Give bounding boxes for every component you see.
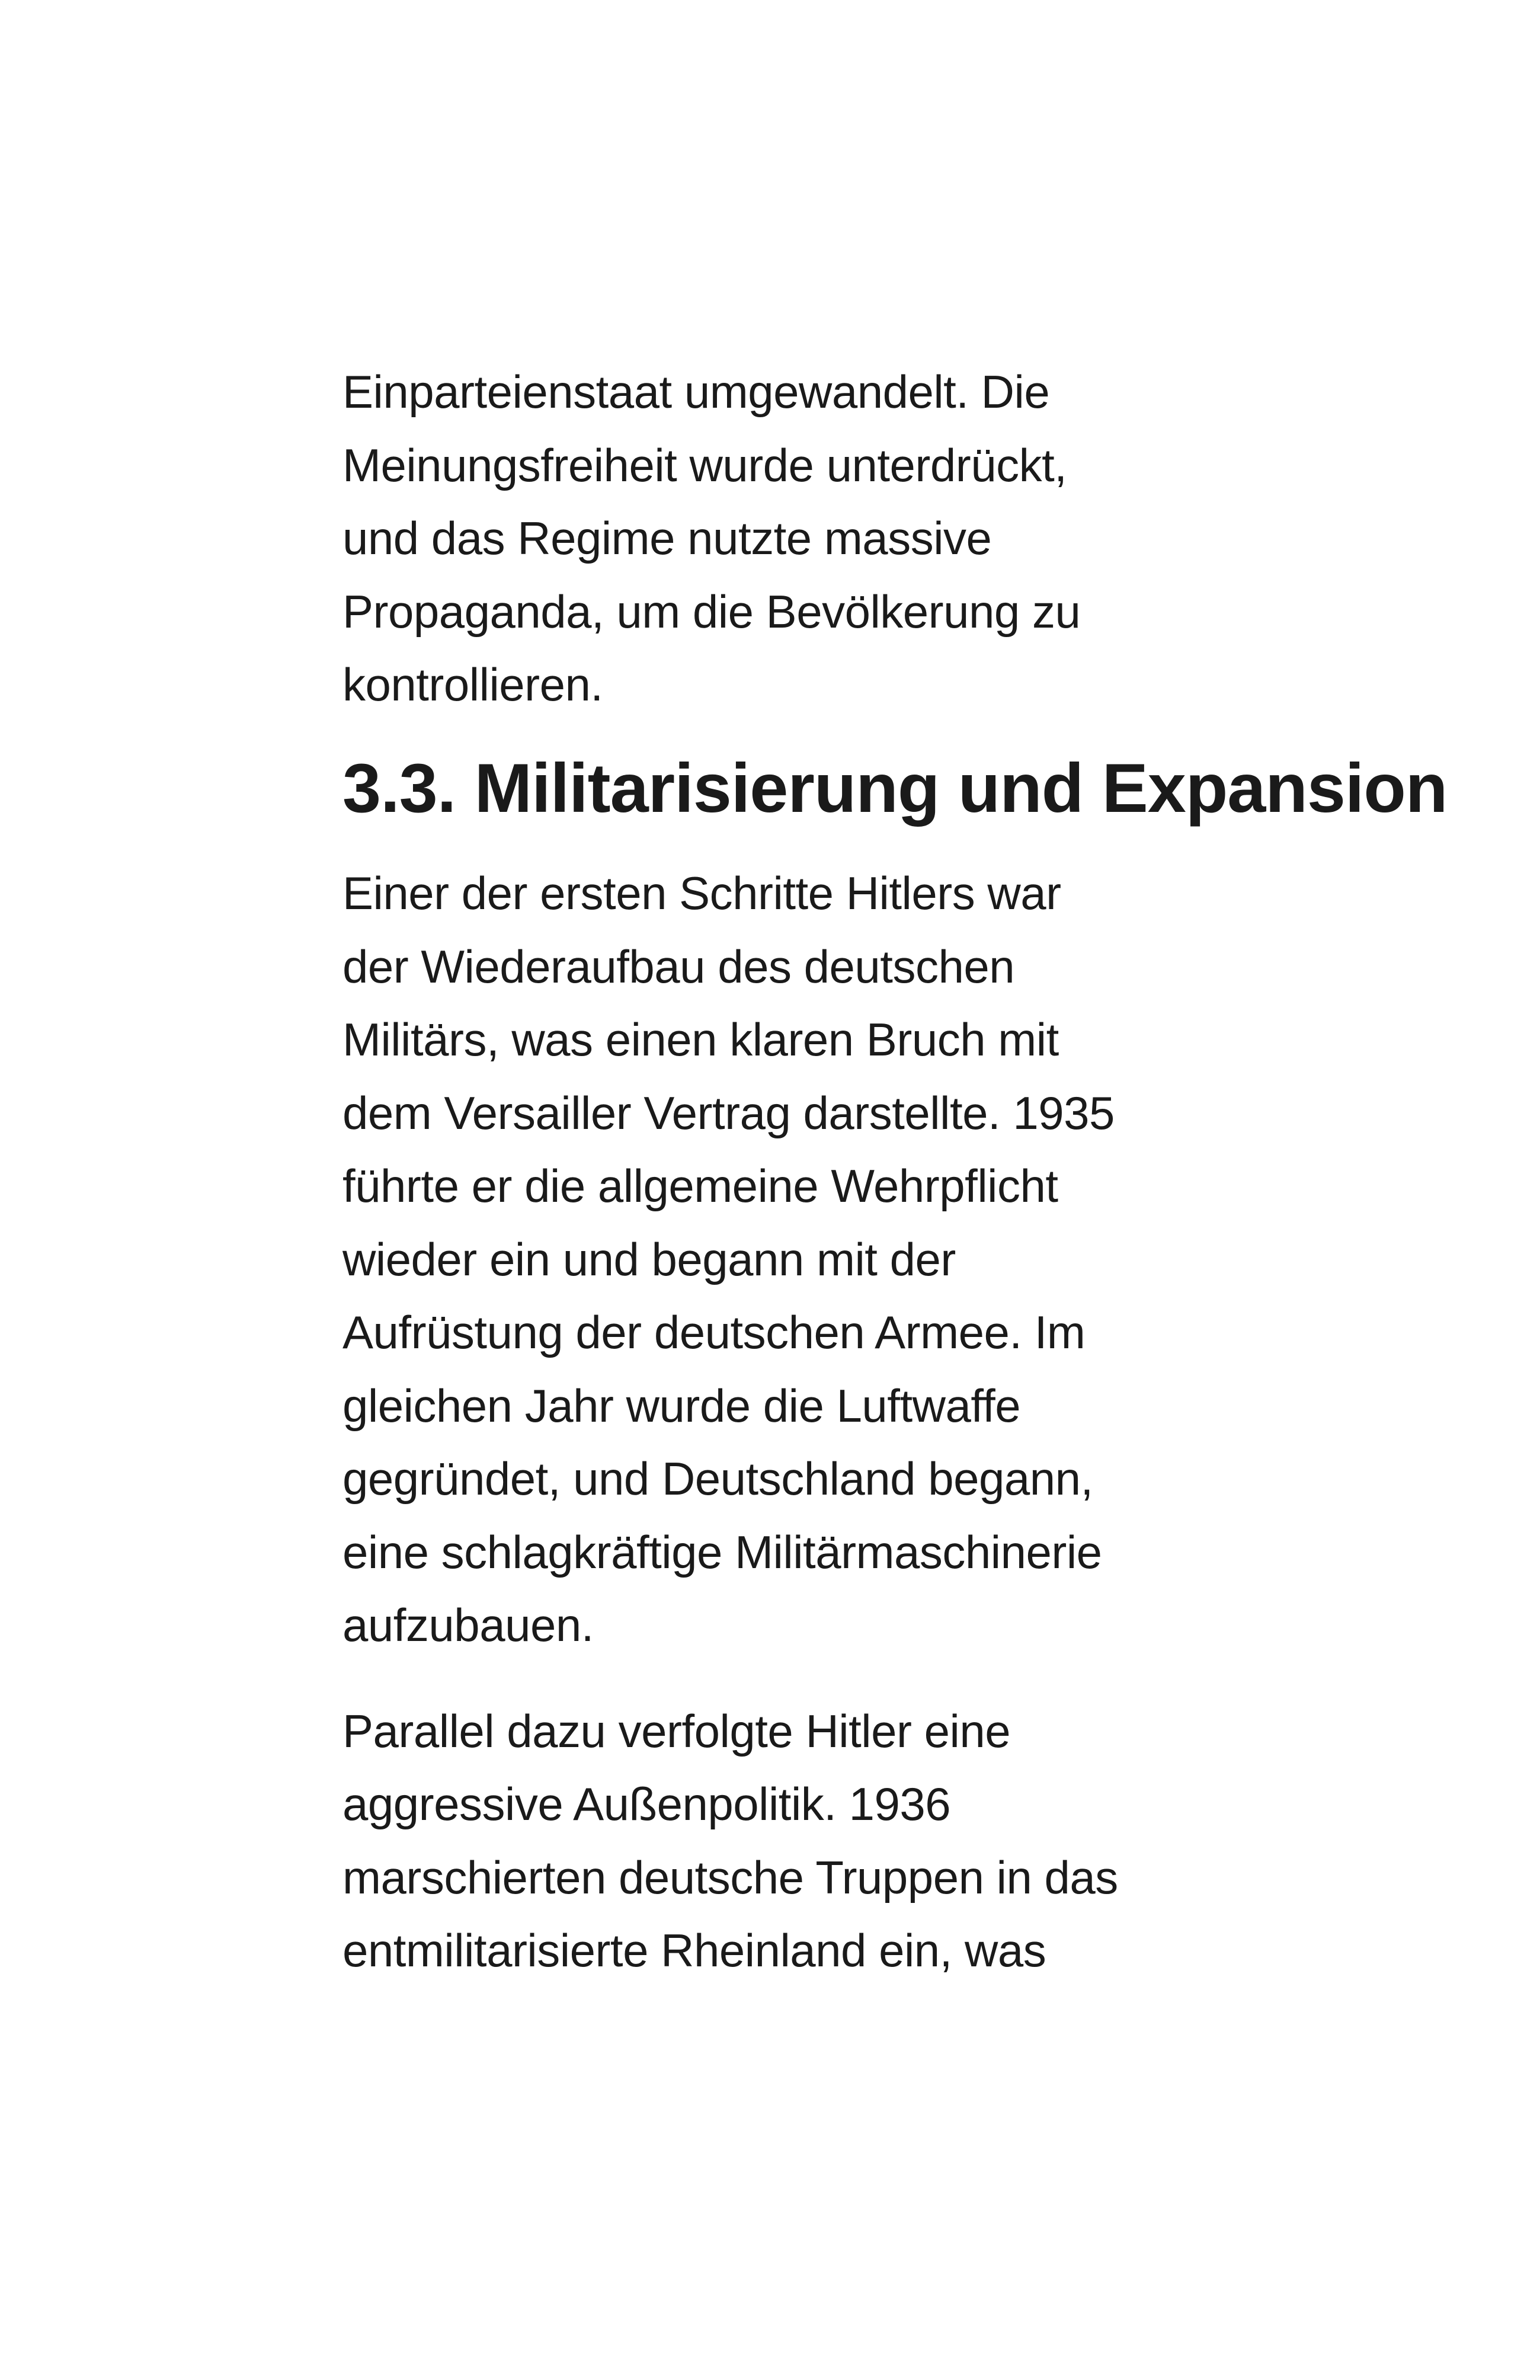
text-line: und das Regime nutzte massive — [342, 512, 992, 564]
text-line: aufzubauen. — [342, 1599, 594, 1651]
text-line: Aufrüstung der deutschen Armee. Im — [342, 1306, 1086, 1358]
paragraph-3 — [342, 1695, 1196, 1988]
text-line: marschierten deutsche Truppen in das — [342, 1851, 1118, 1904]
text-line: kontrollieren. — [342, 658, 603, 711]
text-line: dem Versailler Vertrag darstellte. 1935 — [342, 1086, 1115, 1139]
text-line: Propaganda, um die Bevölkerung zu — [342, 585, 1081, 638]
text-line: Einparteienstaat umgewandelt. Die — [342, 366, 1050, 418]
text-line: der Wiederaufbau des deutschen — [342, 940, 1015, 993]
text-line: führte er die allgemeine Wehrpflicht — [342, 1160, 1058, 1212]
text-line: aggressive Außenpolitik. 1936 — [342, 1778, 951, 1830]
text-line: wieder ein und begann mit der — [342, 1233, 956, 1285]
text-line: eine schlagkräftige Militärmaschinerie — [342, 1525, 1102, 1578]
text-line: Meinungsfreiheit wurde unterdrückt, — [342, 439, 1067, 491]
paragraph-1 — [342, 356, 1196, 722]
text-line: Militärs, was einen klaren Bruch mit — [342, 1013, 1059, 1066]
text-line: Parallel dazu verfolgte Hitler eine — [342, 1704, 1011, 1757]
text-line: entmilitarisierte Rheinland ein, was — [342, 1924, 1046, 1976]
section-heading: 3.3. Militarisierung und Expansion — [342, 748, 1448, 827]
text-line: gegründet, und Deutschland begann, — [342, 1453, 1093, 1505]
body-text — [342, 356, 1448, 1988]
paragraph-2 — [342, 857, 1196, 1662]
text-line: gleichen Jahr wurde die Luftwaffe — [342, 1379, 1021, 1432]
text-line: Einer der ersten Schritte Hitlers war — [342, 867, 1061, 919]
